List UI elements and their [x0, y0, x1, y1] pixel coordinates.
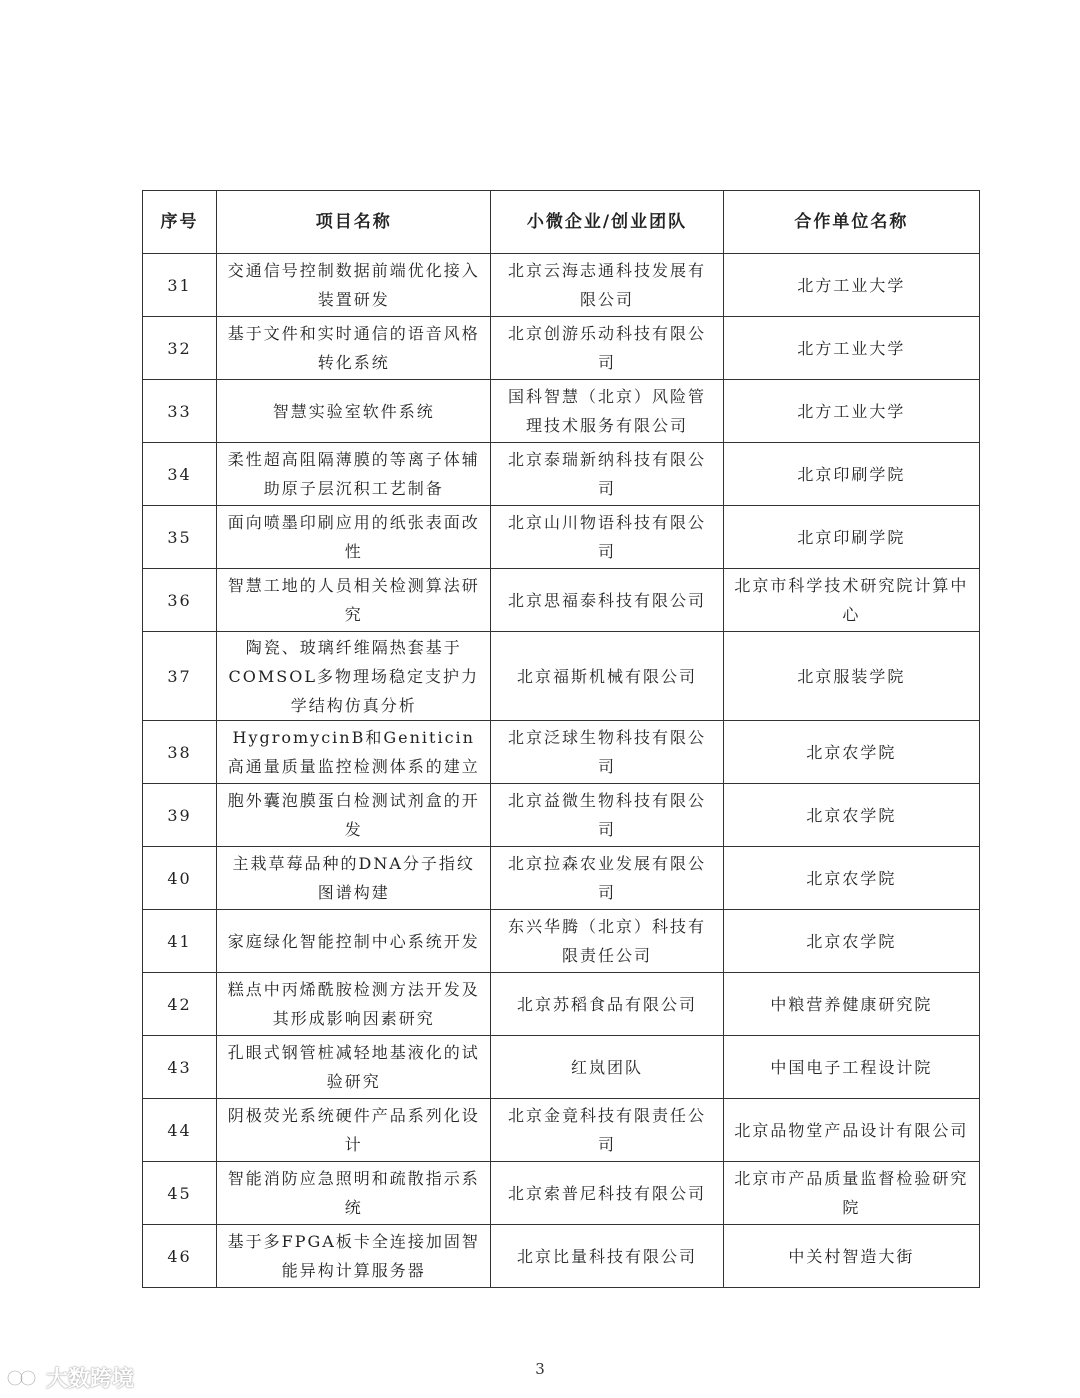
cell-partner: 北京市产品质量监督检验研究院 [723, 1162, 979, 1225]
cell-partner: 北方工业大学 [723, 317, 979, 380]
cell-partner: 北京农学院 [723, 784, 979, 847]
cell-project-name: 基于多FPGA板卡全连接加固智能异构计算服务器 [217, 1225, 491, 1288]
cell-project-name: 孔眼式钢管桩减轻地基液化的试验研究 [217, 1036, 491, 1099]
cell-company: 北京泛球生物科技有限公司 [491, 721, 723, 784]
cell-company: 东兴华腾（北京）科技有限责任公司 [491, 910, 723, 973]
cell-seq: 39 [143, 784, 217, 847]
cell-seq: 41 [143, 910, 217, 973]
table-row [143, 784, 980, 847]
cell-partner: 北京印刷学院 [723, 506, 979, 569]
cell-company: 北京拉森农业发展有限公司 [491, 847, 723, 910]
cell-seq: 34 [143, 443, 217, 506]
table-row [143, 847, 980, 910]
cell-seq: 46 [143, 1225, 217, 1288]
cell-company: 北京金竟科技有限责任公司 [491, 1099, 723, 1162]
page-number: 3 [535, 1360, 545, 1378]
cell-project-name: 家庭绿化智能控制中心系统开发 [217, 910, 491, 973]
project-table [142, 190, 980, 1288]
table-row [143, 380, 980, 443]
cell-company: 国科智慧（北京）风险管理技术服务有限公司 [491, 380, 723, 443]
cell-seq: 40 [143, 847, 217, 910]
cell-project-name: 智能消防应急照明和疏散指示系统 [217, 1162, 491, 1225]
cell-partner: 北京服装学院 [723, 632, 979, 721]
cell-project-name: 胞外囊泡膜蛋白检测试剂盒的开发 [217, 784, 491, 847]
cell-project-name: 面向喷墨印刷应用的纸张表面改性 [217, 506, 491, 569]
cell-project-name: 主栽草莓品种的DNA分子指纹图谱构建 [217, 847, 491, 910]
cell-seq: 38 [143, 721, 217, 784]
cell-partner: 北方工业大学 [723, 380, 979, 443]
cell-seq: 42 [143, 973, 217, 1036]
cell-company: 北京创游乐动科技有限公司 [491, 317, 723, 380]
cell-seq: 35 [143, 506, 217, 569]
table-row [143, 443, 980, 506]
cell-partner: 北京农学院 [723, 910, 979, 973]
cell-company: 北京思福泰科技有限公司 [491, 569, 723, 632]
table-row [143, 910, 980, 973]
watermark-logo-icon [6, 1366, 42, 1390]
cell-partner: 北京印刷学院 [723, 443, 979, 506]
cell-seq: 45 [143, 1162, 217, 1225]
cell-seq: 31 [143, 254, 217, 317]
cell-partner: 北京农学院 [723, 721, 979, 784]
table-row [143, 317, 980, 380]
header-company: 小微企业/创业团队 [491, 191, 723, 254]
cell-project-name: 智慧实验室软件系统 [217, 380, 491, 443]
table-row [143, 721, 980, 784]
cell-seq: 37 [143, 632, 217, 721]
table-row [143, 973, 980, 1036]
cell-project-name: 基于文件和实时通信的语音风格转化系统 [217, 317, 491, 380]
table-row [143, 506, 980, 569]
cell-project-name: 交通信号控制数据前端优化接入装置研发 [217, 254, 491, 317]
cell-partner: 中粮营养健康研究院 [723, 973, 979, 1036]
cell-project-name: 阴极荧光系统硬件产品系列化设计 [217, 1099, 491, 1162]
table-row [143, 1036, 980, 1099]
cell-company: 北京云海志通科技发展有限公司 [491, 254, 723, 317]
cell-project-name: HygromycinB和Geniticin高通量质量监控检测体系的建立 [217, 721, 491, 784]
cell-project-name: 智慧工地的人员相关检测算法研究 [217, 569, 491, 632]
cell-partner: 中关村智造大街 [723, 1225, 979, 1288]
header-partner: 合作单位名称 [723, 191, 979, 254]
table-row [143, 632, 980, 721]
table-row [143, 254, 980, 317]
cell-seq: 32 [143, 317, 217, 380]
cell-company: 北京福斯机械有限公司 [491, 632, 723, 721]
cell-project-name: 糕点中丙烯酰胺检测方法开发及其形成影响因素研究 [217, 973, 491, 1036]
cell-company: 北京益微生物科技有限公司 [491, 784, 723, 847]
cell-seq: 44 [143, 1099, 217, 1162]
watermark [6, 1362, 134, 1393]
cell-company: 北京比量科技有限公司 [491, 1225, 723, 1288]
table-row [143, 1162, 980, 1225]
table-row [143, 1099, 980, 1162]
cell-project-name: 陶瓷、玻璃纤维隔热套基于COMSOL多物理场稳定支护力学结构仿真分析 [217, 632, 491, 721]
cell-partner: 北京农学院 [723, 847, 979, 910]
table-row [143, 569, 980, 632]
cell-seq: 43 [143, 1036, 217, 1099]
table-row [143, 1225, 980, 1288]
cell-company: 北京山川物语科技有限公司 [491, 506, 723, 569]
cell-company: 北京索普尼科技有限公司 [491, 1162, 723, 1225]
cell-company: 红岚团队 [491, 1036, 723, 1099]
cell-partner: 北京市科学技术研究院计算中心 [723, 569, 979, 632]
cell-seq: 36 [143, 569, 217, 632]
cell-company: 北京苏稻食品有限公司 [491, 973, 723, 1036]
table-header-row [143, 191, 980, 254]
cell-project-name: 柔性超高阻隔薄膜的等离子体辅助原子层沉积工艺制备 [217, 443, 491, 506]
header-seq: 序号 [143, 191, 217, 254]
cell-partner: 北京品物堂产品设计有限公司 [723, 1099, 979, 1162]
cell-seq: 33 [143, 380, 217, 443]
cell-company: 北京泰瑞新纳科技有限公司 [491, 443, 723, 506]
cell-partner: 中国电子工程设计院 [723, 1036, 979, 1099]
header-project-name: 项目名称 [217, 191, 491, 254]
cell-partner: 北方工业大学 [723, 254, 979, 317]
watermark-text: 大数跨境 [46, 1367, 135, 1392]
